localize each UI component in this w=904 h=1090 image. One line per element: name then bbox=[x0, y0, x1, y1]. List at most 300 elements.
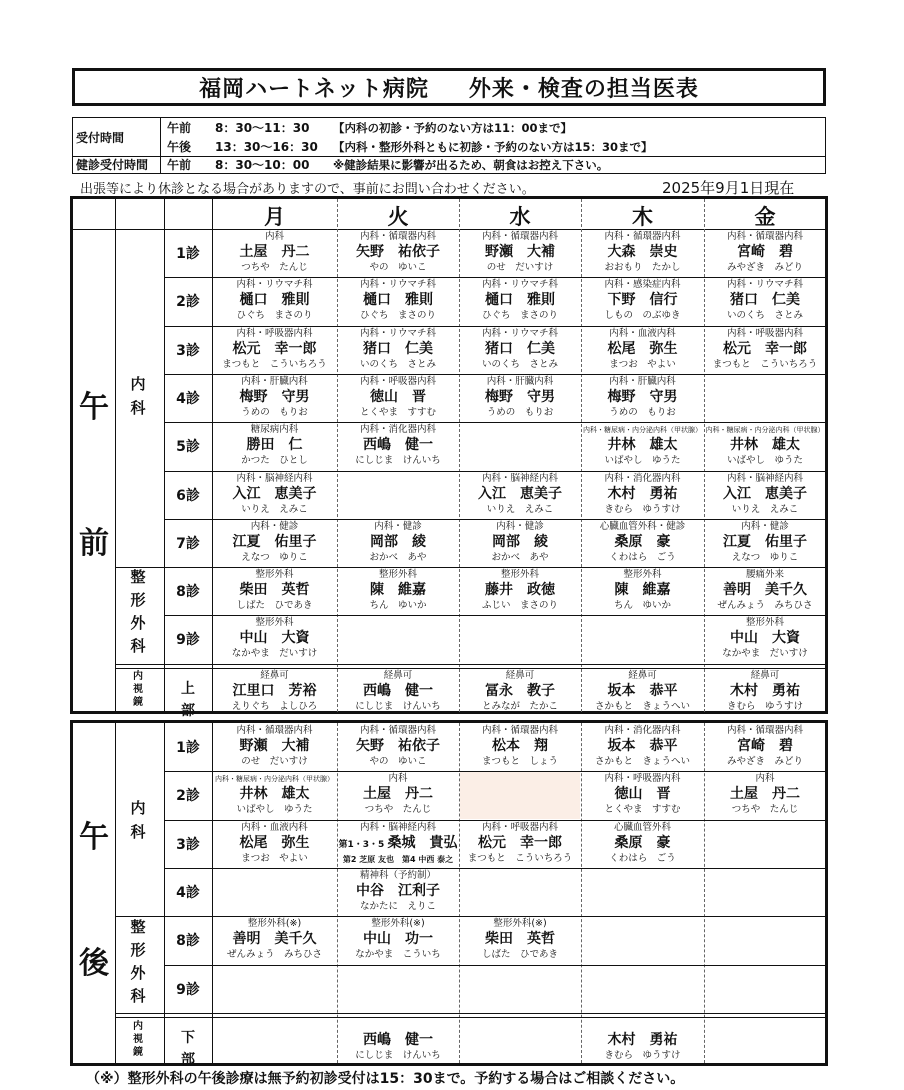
schedule-subject: 外来・検査の担当医表 bbox=[468, 76, 699, 102]
specialty-label: 内科・脳神経内科 bbox=[726, 472, 803, 484]
schedule-cell bbox=[212, 617, 337, 663]
notice-text: 出張等により休診となる場合がありますので、事前にお問い合わせください。 bbox=[80, 182, 535, 197]
doctor-reading: いりえ えみこ bbox=[241, 503, 308, 515]
specialty-label: 内科・脳神経内科 bbox=[481, 472, 558, 484]
doctor-reading: きむら ゆうすけ bbox=[604, 503, 681, 515]
schedule-cell bbox=[581, 279, 704, 325]
endoscopy-cell bbox=[704, 1019, 826, 1063]
row-label-am-endo: 上 部 bbox=[181, 680, 195, 719]
doctor-reading: やの ゆいこ bbox=[369, 756, 427, 767]
specialty-label: 内科・糖尿病・内分泌内科（甲状腺） bbox=[705, 426, 825, 435]
row-label-am-2: 2診 bbox=[176, 294, 200, 311]
doctor-name: 西嶋 健一 bbox=[363, 437, 433, 454]
schedule-cell bbox=[581, 822, 704, 868]
doctor-name: 桑原 豪 bbox=[614, 533, 671, 550]
schedule-cell bbox=[337, 822, 459, 868]
specialty-label: 内科・循環器内科 bbox=[604, 231, 681, 242]
specialty-label: 内科・呼吸器内科 bbox=[604, 773, 681, 785]
doctor-reading: しばた ひであき bbox=[481, 949, 558, 961]
schedule-cell bbox=[704, 617, 826, 663]
doctor-name: 徳山 晋 bbox=[370, 388, 426, 405]
schedule-cell bbox=[459, 918, 581, 964]
doctor-name: 入江 恵美子 bbox=[478, 485, 562, 502]
period-am-2: 前 bbox=[79, 526, 109, 561]
schedule-cell bbox=[459, 870, 581, 916]
schedule-cell bbox=[581, 473, 704, 519]
doctor-reading: さかもと きょうへい bbox=[594, 756, 690, 767]
doctor-reading: まつもと しょう bbox=[481, 756, 558, 767]
specialty-label: 内科 bbox=[388, 773, 408, 785]
doctor-name: 大森 崇史 bbox=[607, 244, 678, 260]
schedule-cell bbox=[212, 376, 337, 422]
row-divider bbox=[164, 374, 828, 375]
row-divider bbox=[164, 965, 828, 966]
doctor-name: 陳 維嘉 bbox=[370, 582, 426, 599]
specialty-label: 経鼻可 bbox=[750, 669, 780, 681]
doctor-reading: ひぐち まさのり bbox=[236, 310, 313, 322]
doctor-name: 土屋 丹二 bbox=[363, 786, 433, 803]
schedule-cell bbox=[704, 521, 826, 567]
specialty-label: 内科・糖尿病・内分泌内科（甲状腺） bbox=[583, 426, 702, 435]
section-divider bbox=[115, 668, 828, 669]
doctor-name: 善明 美千久 bbox=[232, 931, 317, 948]
row-divider bbox=[164, 326, 828, 327]
doctor-reading: いばやし ゆうた bbox=[604, 455, 681, 467]
doctor-reading: なかやま だいすけ bbox=[231, 648, 318, 660]
doctor-name: 下野 信行 bbox=[607, 292, 678, 309]
doctor-name: 西嶋 健一 bbox=[363, 1031, 433, 1048]
doctor-name: 桑原 豪 bbox=[614, 834, 671, 851]
endoscopy-cell bbox=[459, 1019, 581, 1063]
pm-note: 【内科・整形外科ともに初診・予約のない方は15：30まで】 bbox=[333, 139, 653, 154]
doctor-name: 梅野 守男 bbox=[607, 388, 678, 405]
schedule-cell bbox=[581, 328, 704, 374]
doctor-name: 藤井 政徳 bbox=[485, 582, 555, 599]
row-label-pm-2: 2診 bbox=[176, 788, 200, 805]
dept-endo-am: 内 視 鏡 bbox=[133, 671, 143, 708]
checkup-note: ※健診結果に影響が出るため、朝食はお控え下さい。 bbox=[333, 157, 609, 172]
schedule-cell bbox=[212, 967, 337, 1013]
doctor-reading: えなつ ゆりこ bbox=[731, 551, 799, 563]
schedule-cell bbox=[212, 279, 337, 325]
specialty-label: 整形外科(※) bbox=[247, 918, 302, 930]
schedule-cell bbox=[212, 569, 337, 615]
specialty-label: 内科・呼吸器内科 bbox=[726, 327, 803, 339]
doctor-name: 土屋 丹二 bbox=[730, 786, 800, 803]
doctor-reading: えなつ ゆりこ bbox=[241, 551, 308, 563]
specialty-label: 心臓血管外科 bbox=[613, 821, 671, 833]
specialty-label: 整形外科 bbox=[745, 617, 784, 629]
row-divider bbox=[115, 567, 828, 568]
schedule-cell bbox=[212, 870, 337, 916]
doctor-name: 樋口 雅則 bbox=[239, 292, 310, 309]
doctor-reading: いのくち さとみ bbox=[359, 358, 436, 370]
doctor-reading: とくやま すすむ bbox=[604, 804, 681, 816]
doctor-name: 梅野 守男 bbox=[485, 388, 555, 405]
specialty-label: 内科・リウマチ科 bbox=[481, 327, 558, 339]
doctor-reading: にしじま けんいち bbox=[355, 1049, 441, 1061]
specialty-label: 内科・リウマチ科 bbox=[359, 327, 436, 339]
doctor-reading: いのくち さとみ bbox=[726, 310, 803, 322]
checkup-period: 午前 bbox=[167, 158, 192, 172]
doctor-reading: のせ だいすけ bbox=[486, 262, 554, 273]
row-label-am-9: 9診 bbox=[176, 632, 200, 649]
row-divider bbox=[115, 916, 828, 917]
row-label-pm-6: 9診 bbox=[176, 981, 200, 998]
doctor-name: 松尾 弥生 bbox=[607, 340, 678, 357]
doctor-name: 樋口 雅則 bbox=[485, 292, 555, 309]
schedule-cell bbox=[581, 376, 704, 422]
specialty-label: 内科・健診 bbox=[250, 520, 299, 532]
doctor-reading: いりえ えみこ bbox=[731, 503, 799, 515]
checkup-range: 8：30～10：00 bbox=[215, 158, 310, 172]
schedule-cell bbox=[337, 424, 459, 470]
specialty-label: 内科・循環器内科 bbox=[481, 725, 558, 736]
doctor-reading: のせ だいすけ bbox=[241, 756, 308, 767]
specialty-label: 内科・循環器内科 bbox=[726, 725, 803, 736]
row-divider bbox=[164, 471, 828, 472]
specialty-label: 整形外科(※) bbox=[371, 918, 425, 930]
specialty-label: 内科・循環器内科 bbox=[359, 725, 436, 736]
schedule-cell bbox=[704, 967, 826, 1013]
endoscopy-cell bbox=[212, 670, 337, 712]
specialty-label: 内科・肝臓内科 bbox=[609, 375, 676, 387]
doctor-name: 矢野 祐依子 bbox=[356, 738, 440, 754]
schedule-cell bbox=[459, 822, 581, 868]
schedule-cell bbox=[581, 424, 704, 470]
specialty-label: 内科・血液内科 bbox=[609, 327, 676, 339]
schedule-cell bbox=[337, 967, 459, 1013]
schedule-cell bbox=[337, 231, 459, 277]
day-header-3: 水 bbox=[509, 205, 531, 229]
doctor-name bbox=[337, 834, 459, 855]
specialty-label: 内科・循環器内科 bbox=[359, 231, 436, 242]
doctor-name: 宮崎 碧 bbox=[737, 244, 793, 260]
schedule-cell bbox=[704, 473, 826, 519]
doctor-reading: まつもと こういちろう bbox=[222, 358, 327, 370]
day-header-1: 月 bbox=[264, 205, 285, 229]
schedule-cell bbox=[337, 918, 459, 964]
row-divider bbox=[164, 868, 828, 869]
dept-ortho-am: 整 形 外 科 bbox=[130, 568, 146, 655]
footnote: （※）整形外科の午後診療は無予約初診受付は15：30まで。予約する場合はご相談ください。 bbox=[86, 1071, 685, 1087]
schedule-cell bbox=[704, 725, 826, 771]
period-pm-2: 後 bbox=[79, 946, 109, 981]
row-label-pm-1: 1診 bbox=[176, 740, 200, 756]
doctor-reading: まつお やよい bbox=[609, 358, 676, 370]
day-header-4: 木 bbox=[632, 205, 653, 229]
specialty-label: 整形外科 bbox=[255, 569, 294, 581]
specialty-label: 内科・リウマチ科 bbox=[359, 279, 436, 291]
specialty-label bbox=[581, 1019, 704, 1031]
doctor-reading: ちん ゆいか bbox=[613, 600, 671, 612]
doctor-reading: つちや たんじ bbox=[364, 804, 432, 816]
doctor-name: 井林 雄太 bbox=[239, 786, 310, 803]
doctor-name: 松元 幸一郎 bbox=[232, 340, 317, 357]
schedule-cell bbox=[704, 424, 826, 470]
endoscopy-cell bbox=[704, 670, 826, 712]
doctor-reading: くわはら ごう bbox=[609, 551, 676, 563]
alternate-doctors: 第2 芝原 友也 第4 中西 泰之 bbox=[342, 854, 454, 864]
doctor-name: 松本 翔 bbox=[492, 738, 548, 754]
period-am-1: 午 bbox=[79, 390, 109, 425]
specialty-label: 整形外科 bbox=[255, 617, 294, 629]
doctor-name: 冨永 教子 bbox=[485, 682, 555, 699]
endoscopy-cell bbox=[337, 1019, 459, 1063]
schedule-cell bbox=[212, 822, 337, 868]
schedule-cell bbox=[459, 231, 581, 277]
doctor-name: 矢野 祐依子 bbox=[356, 244, 440, 260]
schedule-cell bbox=[704, 870, 826, 916]
schedule-cell bbox=[704, 569, 826, 615]
schedule-cell bbox=[337, 328, 459, 374]
doctor-reading: にしじま けんいち bbox=[355, 455, 441, 467]
doctor-name: 松元 幸一郎 bbox=[478, 834, 562, 851]
doctor-name: 松元 幸一郎 bbox=[723, 340, 807, 357]
dept-internal-pm: 内 科 bbox=[130, 799, 146, 841]
schedule-cell bbox=[337, 279, 459, 325]
doctor-name: 土屋 丹二 bbox=[239, 244, 310, 260]
doctor-reading: つちや たんじ bbox=[731, 804, 799, 816]
doctor-reading: しもの のぶゆき bbox=[604, 310, 681, 322]
specialty-label bbox=[337, 1019, 459, 1031]
doctor-name: 猪口 仁美 bbox=[363, 340, 433, 357]
section-divider bbox=[115, 664, 828, 665]
doctor-reading: とくやま すすむ bbox=[359, 406, 437, 418]
checkup-label: 健診受付時間 bbox=[73, 156, 161, 173]
pm-label: 午後 bbox=[167, 140, 192, 154]
schedule-cell bbox=[704, 918, 826, 964]
specialty-label: 内科・肝臓内科 bbox=[486, 375, 554, 387]
row-divider bbox=[164, 519, 828, 520]
schedule-cell bbox=[581, 617, 704, 663]
schedule-cell bbox=[459, 617, 581, 663]
schedule-cell bbox=[212, 918, 337, 964]
schedule-cell bbox=[581, 725, 704, 771]
doctor-reading: きむら ゆうすけ bbox=[726, 700, 803, 712]
doctor-name: 柴田 英哲 bbox=[239, 582, 310, 599]
reception-label: 受付時間 bbox=[73, 118, 161, 156]
specialty-label: 内科・肝臓内科 bbox=[241, 375, 308, 387]
doctor-name: 岡部 綾 bbox=[370, 533, 426, 550]
specialty-label: 内科 bbox=[264, 231, 284, 242]
schedule-cell bbox=[337, 725, 459, 771]
specialty-label: 経鼻可 bbox=[260, 669, 289, 681]
row-divider bbox=[164, 771, 828, 772]
specialty-label: 内科・循環器内科 bbox=[236, 725, 313, 736]
endoscopy-cell bbox=[581, 670, 704, 712]
specialty-label: 整形外科 bbox=[378, 569, 417, 581]
am-note: 【内科の初診・予約のない方は11：00まで】 bbox=[333, 120, 573, 135]
row-label-pm-4: 4診 bbox=[176, 884, 200, 901]
doctor-reading: やの ゆいこ bbox=[369, 262, 427, 273]
specialty-label: 内科・循環器内科 bbox=[726, 231, 803, 242]
doctor-reading: しばた ひであき bbox=[236, 600, 313, 612]
specialty-label: 内科 bbox=[755, 773, 775, 785]
am-label: 午前 bbox=[167, 121, 192, 135]
schedule-cell bbox=[337, 617, 459, 663]
doctor-reading: ぜんみょう みちひさ bbox=[717, 600, 813, 612]
doctor-reading: なかやま こういち bbox=[355, 949, 441, 961]
specialty-label: 内科・糖尿病・内分泌内科（甲状腺） bbox=[215, 775, 334, 784]
schedule-cell bbox=[337, 870, 459, 916]
doctor-name: 徳山 晋 bbox=[614, 786, 671, 803]
specialty-label: 内科・リウマチ科 bbox=[481, 279, 558, 291]
specialty-label: 内科・呼吸器内科 bbox=[359, 375, 436, 387]
schedule-cell bbox=[337, 773, 459, 819]
schedule-cell bbox=[212, 424, 337, 470]
period-pm-1: 午 bbox=[79, 820, 109, 855]
schedule-cell bbox=[581, 967, 704, 1013]
specialty-label: 経鼻可 bbox=[383, 669, 413, 681]
header-divider bbox=[70, 229, 828, 230]
dept-ortho-pm: 整 形 外 科 bbox=[130, 918, 146, 1005]
doctor-reading: いばやし ゆうた bbox=[726, 455, 803, 467]
dept-internal-am: 内 科 bbox=[130, 375, 146, 417]
specialty-label: 内科・リウマチ科 bbox=[236, 279, 313, 291]
specialty-label: 心臓血管外科・健診 bbox=[599, 520, 686, 532]
row-label-am-7: 7診 bbox=[176, 535, 200, 552]
doctor-name: 松尾 弥生 bbox=[239, 834, 310, 851]
doctor-reading: おかべ あや bbox=[369, 551, 427, 563]
row-label-am-1: 1診 bbox=[176, 246, 200, 262]
doctor-name: 樋口 雅則 bbox=[363, 292, 433, 309]
specialty-label: 腰痛外来 bbox=[745, 569, 784, 581]
doctor-reading: おかべ あや bbox=[491, 551, 549, 563]
doctor-reading: おおもり たかし bbox=[604, 262, 681, 273]
schedule-cell bbox=[337, 376, 459, 422]
specialty-label: 内科・脳神経内科 bbox=[359, 821, 436, 833]
doctor-reading: いのくち さとみ bbox=[481, 358, 558, 370]
specialty-label: 内科・脳神経内科 bbox=[236, 472, 313, 484]
doctor-name: 井林 雄太 bbox=[607, 437, 678, 454]
schedule-cell bbox=[704, 279, 826, 325]
row-label-am-3: 3診 bbox=[176, 342, 200, 359]
doctor-reading: いりえ えみこ bbox=[486, 503, 554, 515]
schedule-cell bbox=[459, 279, 581, 325]
doctor-name: 江夏 佑里子 bbox=[723, 533, 807, 550]
specialty-label: 経鼻可 bbox=[505, 669, 535, 681]
schedule-cell bbox=[581, 773, 704, 819]
doctor-name: 井林 雄太 bbox=[730, 437, 800, 454]
schedule-cell bbox=[459, 376, 581, 422]
doctor-reading: うめの もりお bbox=[486, 406, 554, 418]
specialty-label: 内科・健診 bbox=[741, 520, 789, 532]
endoscopy-cell bbox=[212, 1019, 337, 1063]
doctor-name: 入江 恵美子 bbox=[232, 485, 317, 502]
doctor-reading: うめの もりお bbox=[241, 406, 308, 418]
specialty-label: 整形外科 bbox=[623, 569, 662, 581]
period-col-line bbox=[115, 197, 116, 712]
doctor-reading: えりぐち よしひろ bbox=[231, 700, 318, 712]
schedule-cell bbox=[704, 231, 826, 277]
section-divider bbox=[115, 1017, 828, 1018]
schedule-cell bbox=[459, 473, 581, 519]
specialty-label: 内科・健診 bbox=[374, 520, 422, 532]
page-title bbox=[72, 68, 826, 106]
doctor-reading: ひぐち まさのり bbox=[481, 310, 558, 322]
doctor-name: 木村 勇祐 bbox=[607, 485, 678, 502]
doctor-reading: ふじい まさのり bbox=[481, 600, 558, 612]
schedule-cell bbox=[581, 918, 704, 964]
row-label-am-8: 8診 bbox=[176, 584, 200, 601]
specialty-label: 内科・呼吸器内科 bbox=[236, 327, 313, 339]
doctor-name: 中山 大資 bbox=[239, 630, 310, 647]
doctor-reading: にしじま けんいち bbox=[355, 700, 441, 712]
doctor-name: 陳 維嘉 bbox=[614, 582, 671, 599]
doctor-name: 坂本 恭平 bbox=[607, 682, 678, 699]
schedule-cell bbox=[337, 569, 459, 615]
doctor-reading: さかもと きょうへい bbox=[594, 700, 690, 712]
doctor-reading: くわはら ごう bbox=[609, 852, 676, 864]
doctor-reading: ぜんみょう みちひさ bbox=[226, 949, 322, 961]
week-prefix: 第1・3・5 bbox=[338, 839, 388, 850]
doctor-name: 西嶋 健一 bbox=[363, 682, 433, 699]
day-header-5: 金 bbox=[754, 205, 776, 229]
schedule-cell bbox=[212, 521, 337, 567]
row-label-am-5: 5診 bbox=[176, 439, 200, 456]
doctor-reading: みやざき みどり bbox=[726, 262, 803, 273]
doctor-name: 善明 美千久 bbox=[723, 582, 807, 599]
schedule-cell bbox=[212, 231, 337, 277]
doctor-reading: なかたに えりこ bbox=[359, 900, 436, 912]
as-of-date: 2025年9月1日現在 bbox=[662, 179, 795, 197]
schedule-cell bbox=[459, 424, 581, 470]
specialty-label: 経鼻可 bbox=[628, 669, 657, 681]
doctor-name: 中山 功一 bbox=[363, 931, 433, 948]
schedule-cell bbox=[212, 773, 337, 819]
schedule-cell bbox=[212, 473, 337, 519]
pm-range: 13：30～16：30 bbox=[215, 140, 318, 154]
specialty-label: 整形外科 bbox=[500, 569, 539, 581]
day-header-2: 火 bbox=[387, 205, 409, 229]
endoscopy-cell bbox=[459, 670, 581, 712]
doctor-name: 木村 勇祐 bbox=[607, 1031, 678, 1048]
doctor-reading: かつた ひとし bbox=[241, 455, 308, 467]
doctor-reading: みやざき みどり bbox=[726, 756, 803, 767]
specialty-label: 整形外科(※) bbox=[493, 918, 547, 930]
doctor-reading: まつもと こういちろう bbox=[712, 358, 818, 370]
schedule-cell bbox=[581, 870, 704, 916]
schedule-cell bbox=[704, 328, 826, 374]
specialty-label: 内科・リウマチ科 bbox=[726, 279, 803, 291]
am-range: 8：30～11：30 bbox=[215, 121, 310, 135]
row-label-pm-3: 3診 bbox=[176, 836, 200, 853]
doctor-reading: うめの もりお bbox=[609, 406, 676, 418]
doctor-reading: とみなが たかこ bbox=[481, 700, 558, 712]
doctor-reading: まつもと こういちろう bbox=[467, 852, 573, 864]
specialty-label: 内科・消化器内科 bbox=[604, 472, 681, 484]
schedule-cell bbox=[459, 328, 581, 374]
doctor-reading: つちや たんじ bbox=[241, 262, 308, 273]
doctor-name: 柴田 英哲 bbox=[485, 931, 555, 948]
specialty-label: 内科・呼吸器内科 bbox=[481, 821, 558, 833]
doctor-reading: ちん ゆいか bbox=[369, 600, 427, 612]
doctor-reading: ひぐち まさのり bbox=[359, 310, 436, 322]
doctor-name: 梅野 守男 bbox=[239, 388, 310, 405]
specialty-label: 内科・健診 bbox=[496, 520, 544, 532]
doctor-name: 木村 勇祐 bbox=[730, 682, 800, 699]
schedule-cell bbox=[459, 521, 581, 567]
schedule-cell bbox=[212, 328, 337, 374]
doctor-name-text: 桑城 貴弘 bbox=[387, 834, 458, 851]
row-label-am-4: 4診 bbox=[176, 390, 200, 407]
hospital-name: 福岡ハートネット病院 bbox=[199, 76, 429, 102]
row-label-pm-endo: 下 部 bbox=[181, 1029, 195, 1068]
doctor-name: 猪口 仁美 bbox=[730, 292, 800, 309]
schedule-cell bbox=[459, 967, 581, 1013]
schedule-cell bbox=[704, 376, 826, 422]
